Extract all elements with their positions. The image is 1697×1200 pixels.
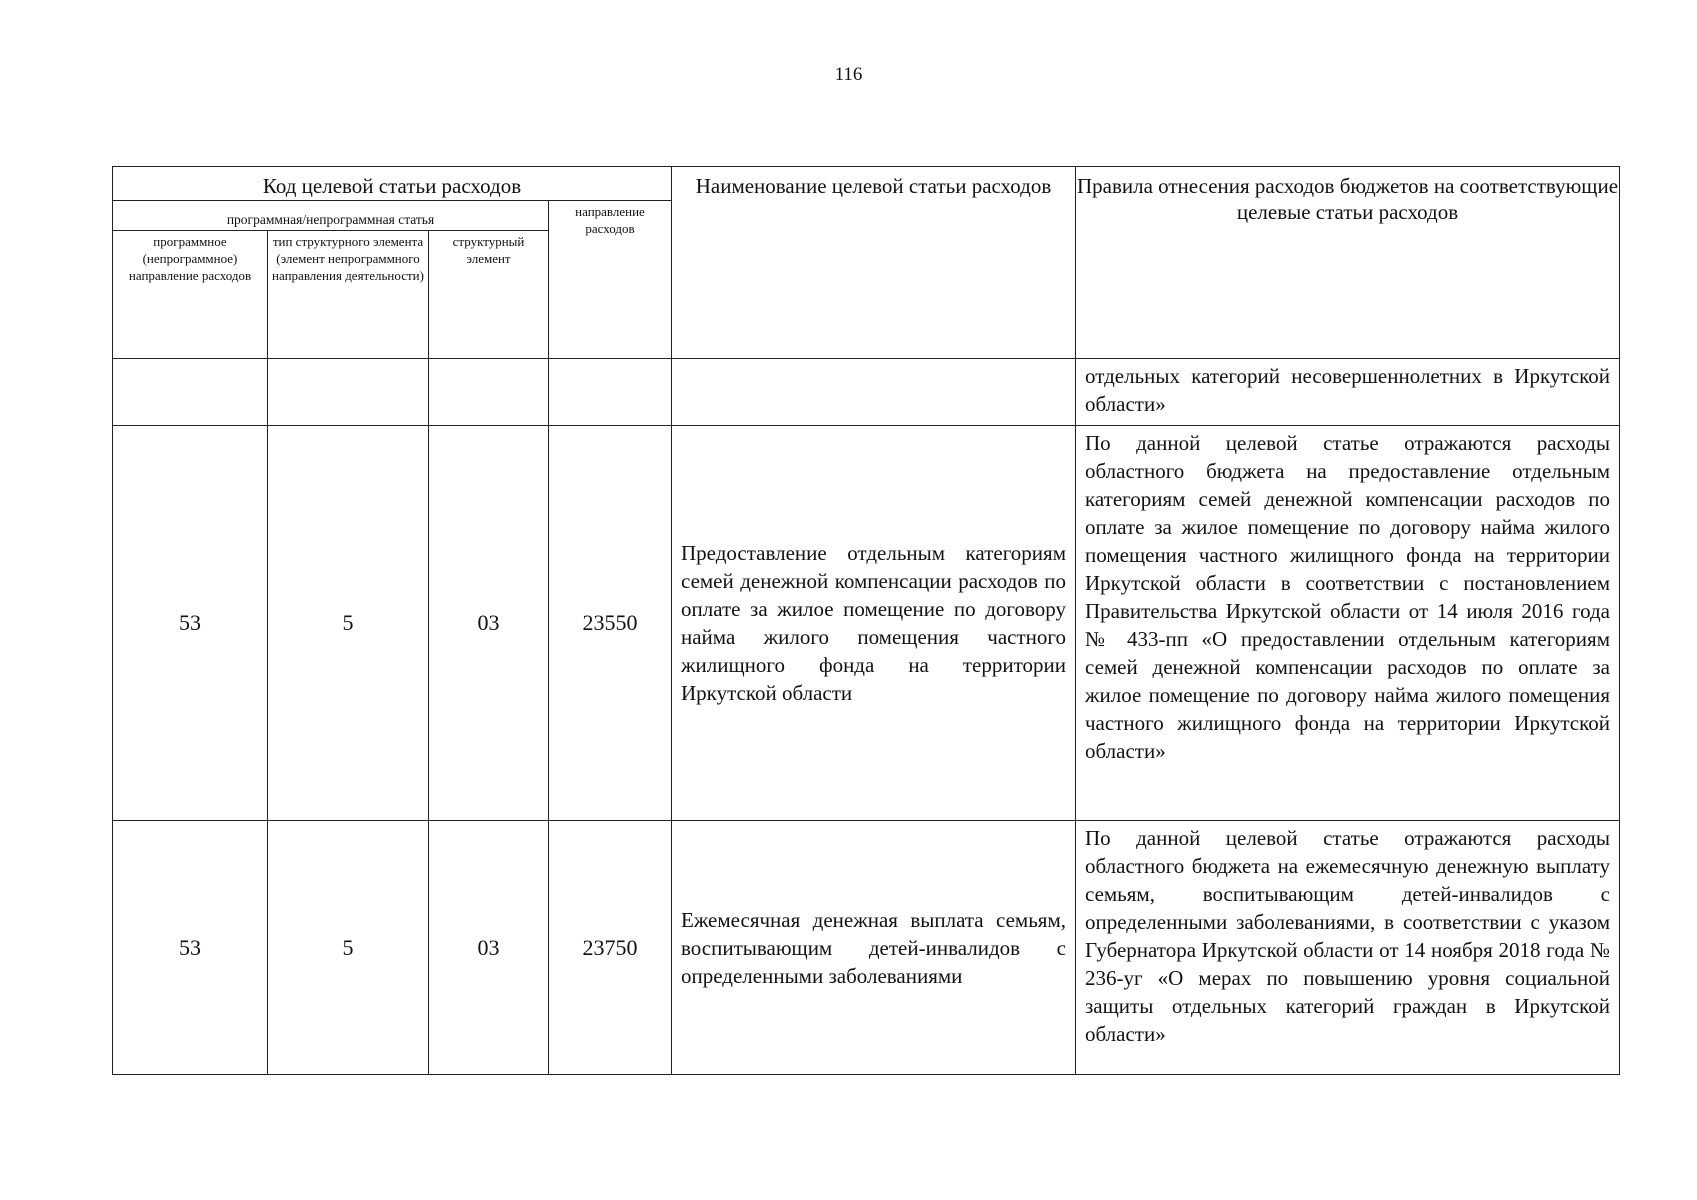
direction-code: 23750 [549, 821, 672, 1075]
header-program-direction: программное (непрограммное) направление расходов [113, 231, 268, 359]
article-rules: По данной целевой статье отражаются расходы областного бюджета на предоставление отдельным категориям семей денежной компенсации расходов по оплате за жилое помещение по договору найма жилого помещения частного жилищного фонда на территории Иркутской области в соответствии с постановлением Правительства Иркутской области от 14 июля 2016 года № 433-пп «О предоставлении отдельным категориям семей денежной компенсации расходов по оплате за жилое помещение по договору найма жилого помещения частного жилищного фонда на территории Иркутской области» [1076, 426, 1620, 821]
struct-type-code: 5 [268, 821, 429, 1075]
header-direction: направление расходов [549, 201, 672, 359]
struct-element-code: 03 [429, 821, 549, 1075]
target-articles-table [112, 166, 1620, 1075]
header-struct-type: тип структурного элемента (элемент непрограммного направления деятельности) [268, 231, 429, 359]
direction-code: 23550 [549, 426, 672, 821]
article-name: Ежемесячная денежная выплата семьям, воспитывающим детей-инвалидов с определенными заболеваниями [672, 821, 1076, 1075]
header-code-title: Код целевой статьи расходов [113, 167, 672, 201]
struct-type-code: 5 [268, 426, 429, 821]
program-direction-code: 53 [113, 821, 268, 1075]
article-name: Предоставление отдельным категориям семей денежной компенсации расходов по оплате за жилое помещение по договору найма жилого помещения частного жилищного фонда на территории Иркутской области [672, 426, 1076, 821]
article-rules: По данной целевой статье отражаются расходы областного бюджета на ежемесячную денежную выплату семьям, воспитывающим детей-инвалидов с определенными заболеваниями, в соответствии с указом Губернатора Иркутской области от 14 ноября 2018 года № 236-уг «О мерах по повышению уровня социальной защиты отдельных категорий граждан в Иркутской области» [1076, 821, 1620, 1075]
header-rules-title: Правила отнесения расходов бюджетов на соответствующие целевые статьи расходов [1076, 167, 1620, 359]
struct-element-code: 03 [429, 426, 549, 821]
program-direction-code: 53 [113, 426, 268, 821]
header-struct-element: структурный элемент [429, 231, 549, 359]
header-name-title: Наименование целевой статьи расходов [672, 167, 1076, 359]
table-row [113, 426, 1620, 821]
table-row [113, 821, 1620, 1075]
page-number: 116 [834, 64, 863, 85]
table-row-continuation [113, 359, 1620, 426]
header-program-article: программная/непрограммная статья [113, 201, 549, 231]
continuation-text: отдельных категорий несовершеннолетних в Иркутской области» [1076, 359, 1620, 426]
